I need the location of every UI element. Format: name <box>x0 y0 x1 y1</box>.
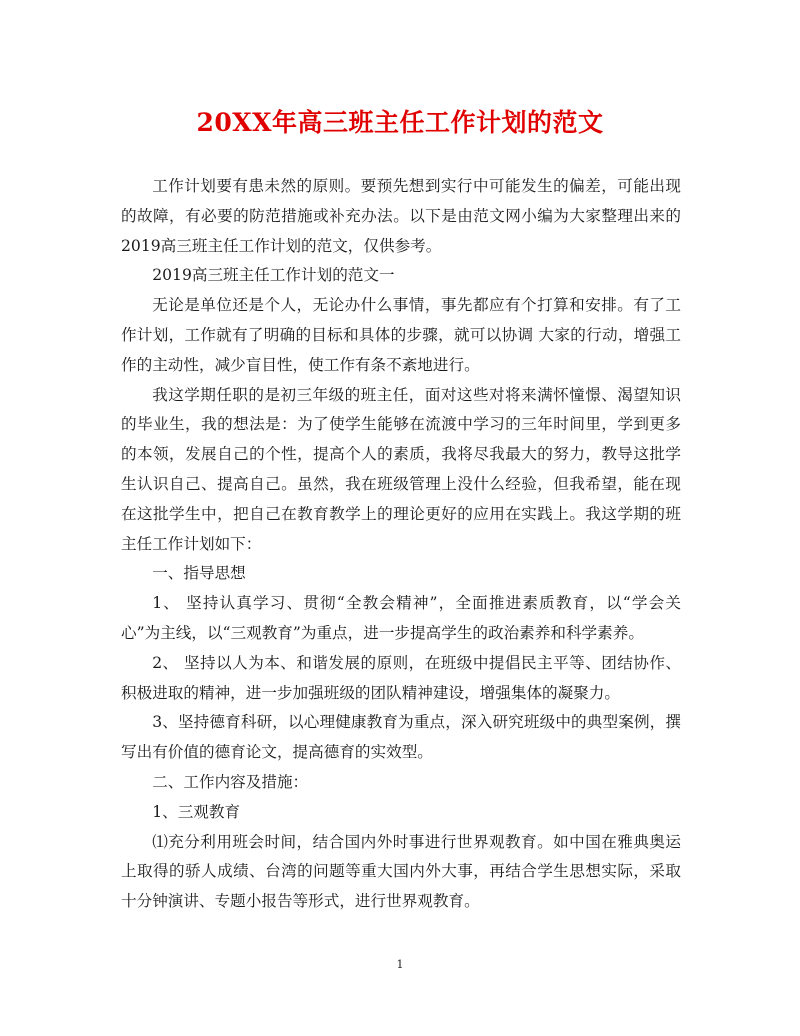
paragraph-item-2: 2、 坚持以人为本、和谐发展的原则，在班级中提倡民主平等、团结协作、积极进取的精神，进一步加强班级的团队精神建设，增强集体的凝聚力。 <box>121 653 681 702</box>
paragraph-heading-guiding-thought: 一、指导思想 <box>152 564 246 583</box>
paragraph: 无论是单位还是个人，无论办什么事情，事先都应有个打算和安排。有了工作计划，工作就有了明确的目标和具体的步骤，就可以协调 大家的行动，增强工作的主动性，减少盲目性，使工作有条不紊地进行。 <box>121 296 681 374</box>
paragraph-subheading: 1、三观教育 <box>152 802 241 821</box>
paragraph-item-1: 1、 坚持认真学习、贯彻“全教会精神”，全面推进素质教育，以“学会关心”为主线，以“三观教育”为重点，进一步提高学生的政治素养和科学素养。 <box>121 594 681 642</box>
document-title: 20XX年高三班主任工作计划的范文 <box>196 108 604 137</box>
page-number: 1 <box>396 958 404 971</box>
paragraph-subitem: ⑴充分利用班会时间，结合国内外时事进行世界观教育。如中国在雅典奥运上取得的骄人成绩、台湾的问题等重大国内外大事，再结合学生思想实际，采取十分钟演讲、专题小报告等形式，进行世界观教育。 <box>121 832 681 911</box>
paragraph-heading-work-content: 二、工作内容及措施： <box>152 772 309 791</box>
paragraph: 我这学期任职的是初三年级的班主任，面对这些对将来满怀憧憬、渴望知识的毕业生，我的想法是：为了使学生能够在流渡中学习的三年时间里，学到更多的本领，发展自己的个性，提高个人的素质，我将尽我最大的努力，教导这批学生认识自己、提高自己。虽然，我在班级管理上没什么经验，但我希望，能在现在这批学生中，把自己在教育教学上的理论更好的应用在实践上。我这学期的班主任工作计划如下： <box>121 385 681 553</box>
document-body <box>121 172 681 917</box>
paragraph-item-3: 3、坚持德育科研，以心理健康教育为重点，深入研究班级中的典型案例，撰写出有价值的德育论文，提高德育的实效型。 <box>121 713 681 762</box>
paragraph-intro: 工作计划要有患未然的原则。要预先想到实行中可能发生的偏差，可能出现的故障，有必要的防范措施或补充办法。以下是由范文网小编为大家整理出来的2019高三班主任工作计划的范文，仅供参考。 <box>121 177 681 255</box>
paragraph-section-heading: 2019高三班主任工作计划的范文一 <box>152 266 395 285</box>
